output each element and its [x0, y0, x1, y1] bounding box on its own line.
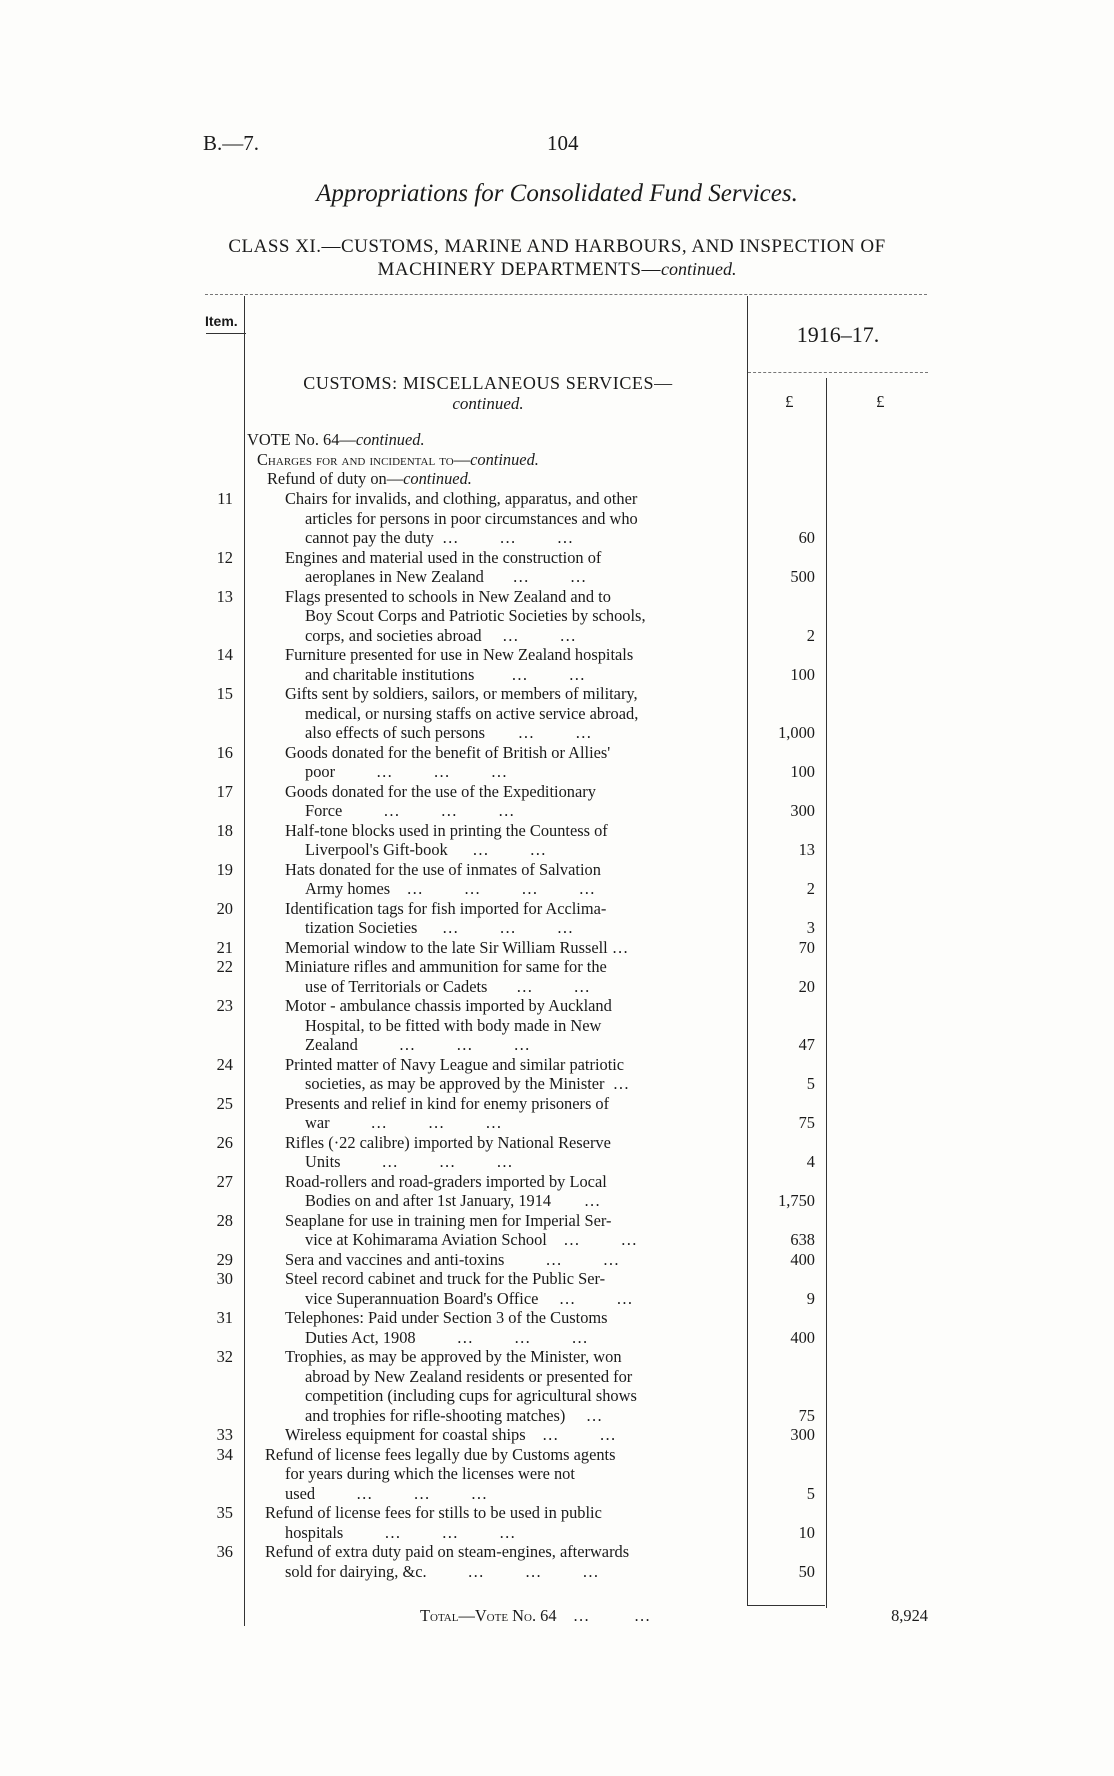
total-label: Total—Vote No. 64 — [420, 1606, 557, 1625]
item-description-text: abroad by New Zealand residents or presented for — [305, 1366, 633, 1386]
item-description-text: Miniature rifles and ammunition for same for the — [285, 957, 607, 976]
item-amount: 1,000 — [778, 723, 815, 742]
dot-leaders: … … … — [335, 762, 508, 781]
item-amount: 13 — [798, 840, 815, 859]
item-description-text: Refund of extra duty paid on steam-engines, afterwards — [265, 1542, 630, 1561]
item-description-line — [285, 899, 740, 919]
refund-heading-continued: continued. — [403, 469, 472, 488]
item-description-text: competition (including cups for agricultural shows — [305, 1386, 637, 1405]
vote-heading-continued: continued. — [355, 430, 425, 449]
page-number: 104 — [547, 131, 579, 155]
item-number: 22 — [216, 957, 233, 976]
item-description-text: Chairs for invalids, and clothing, apparatus, and other — [285, 489, 638, 508]
year-column-header: 1916–17. — [796, 322, 880, 347]
item-description-text: articles for persons in poor circumstances and who — [305, 508, 638, 528]
item-description-line — [305, 977, 740, 997]
item-description-text: and trophies for rifle-shooting matches) — [305, 1405, 566, 1425]
vote-heading — [247, 430, 425, 450]
dot-leaders: … … — [504, 1249, 620, 1269]
item-description-line — [285, 782, 740, 802]
dot-leaders: … … … — [426, 1561, 599, 1581]
item-description-line — [285, 645, 740, 665]
dot-leaders: … … … … — [390, 879, 596, 898]
item-description-text: Printed matter of Navy League and similar patriotic — [285, 1054, 625, 1074]
item-description-text: Goods donated for the use of the Expeditionary — [285, 781, 596, 801]
item-description-line — [305, 1328, 740, 1348]
item-description-text: Duties Act, 1908 — [305, 1327, 416, 1347]
item-description-text: Presents and relief in kind for enemy prisoners of — [285, 1093, 610, 1113]
page-title: Appropriations for Consolidated Fund Services. — [316, 180, 798, 207]
item-description-line — [305, 665, 740, 685]
item-description-text: vice Superannuation Board's Office — [305, 1288, 539, 1308]
dot-leaders: … … … — [417, 918, 574, 937]
item-description-text: Army homes — [305, 879, 391, 898]
item-description-line — [305, 1289, 740, 1309]
item-description-text: and charitable institutions — [305, 664, 475, 684]
item-description-line — [285, 938, 740, 958]
item-description-text: aeroplanes in New Zealand — [305, 567, 484, 586]
item-description-text: hospitals — [285, 1522, 344, 1542]
item-description-line — [285, 1562, 740, 1582]
item-description-line — [305, 626, 740, 646]
item-description-line — [305, 801, 740, 821]
item-description-text: Liverpool's Gift-book — [305, 840, 448, 859]
item-amount: 400 — [790, 1249, 815, 1269]
dot-leaders: … … — [546, 1230, 638, 1249]
item-description-text: Zealand — [305, 1035, 358, 1054]
class-heading-line2-text: MACHINERY DEPARTMENTS— — [377, 259, 661, 280]
item-description-text: Engines and material used in the construction of — [285, 547, 602, 567]
item-header-rule — [206, 333, 246, 334]
item-amount: 50 — [798, 1561, 815, 1581]
item-description-text: Furniture presented for use in New Zealand hospitals — [285, 645, 634, 664]
total-amount: 8,924 — [891, 1606, 928, 1625]
item-amount: 5 — [806, 1074, 815, 1093]
item-description-text: medical, or nursing staffs on active service abroad, — [305, 703, 639, 723]
class-heading-continued: continued. — [660, 259, 737, 279]
item-description-text: societies, as may be approved by the Minister — [305, 1074, 605, 1093]
item-amount: 2 — [806, 879, 815, 898]
item-description-text: use of Territorials or Cadets — [305, 976, 488, 996]
item-description-text: used — [285, 1483, 316, 1503]
item-number: 23 — [216, 996, 233, 1015]
dot-leaders: … … … — [329, 1113, 502, 1132]
section-heading-line1: CUSTOMS: MISCELLANEOUS SERVICES— — [303, 373, 673, 393]
item-description-text: Hospital, to be fitted with body made in New — [305, 1015, 602, 1035]
item-description-text: for years during which the licenses were not — [285, 1464, 575, 1483]
item-amount: 500 — [790, 567, 815, 586]
item-column-header: Item. — [205, 313, 238, 329]
item-number: 15 — [216, 684, 233, 703]
dot-leaders: … … … — [342, 801, 515, 820]
item-number: 32 — [216, 1347, 233, 1366]
dot-leaders: … — [551, 1191, 601, 1210]
item-description-text: Steel record cabinet and truck for the Public Ser- — [285, 1269, 606, 1288]
item-description-line — [285, 1464, 740, 1484]
item-description-text: Flags presented to schools in New Zealand and to — [285, 586, 611, 606]
item-amount: 9 — [806, 1288, 815, 1308]
item-description-line — [265, 1503, 740, 1523]
item-amount: 4 — [806, 1152, 815, 1171]
top-rule — [205, 294, 927, 296]
item-description-text: Motor - ambulance chassis imported by Auckland — [285, 996, 612, 1015]
dot-leaders: … — [604, 1074, 630, 1093]
class-heading-line1: CLASS XI.—CUSTOMS, MARINE AND HARBOURS, AND INSPECTION OF — [228, 236, 886, 257]
item-description-text: Refund of license fees for stills to be used in public — [265, 1503, 602, 1522]
item-description-line — [285, 1133, 740, 1153]
item-description-line — [305, 723, 740, 743]
item-description-text: Units — [305, 1152, 341, 1171]
item-number: 20 — [216, 898, 233, 918]
item-description-line — [285, 1308, 740, 1328]
item-description-line — [305, 567, 740, 587]
item-description-line — [285, 743, 740, 763]
item-number: 18 — [216, 820, 233, 840]
section-heading — [248, 373, 728, 414]
item-description-line — [305, 704, 740, 724]
item-amount: 70 — [798, 937, 815, 957]
item-description-line — [285, 860, 740, 880]
dot-leaders: … … — [447, 840, 547, 859]
item-description-text: Goods donated for the benefit of British or Allies' — [285, 742, 611, 762]
item-description-line — [265, 1445, 740, 1465]
item-number: 33 — [216, 1425, 233, 1444]
item-description-line — [305, 1074, 740, 1094]
item-number: 13 — [216, 586, 233, 606]
item-description-text: vice at Kohimarama Aviation School — [305, 1230, 547, 1249]
item-description-text: Bodies on and after 1st January, 1914 — [305, 1191, 552, 1210]
item-number: 31 — [216, 1308, 233, 1327]
charges-heading-continued: continued. — [470, 450, 539, 469]
dot-leaders: … … — [484, 723, 592, 742]
item-number: 30 — [216, 1269, 233, 1288]
item-description-line — [285, 957, 740, 977]
item-description-line — [305, 918, 740, 938]
item-amount: 400 — [790, 1327, 815, 1347]
item-number: 29 — [216, 1249, 233, 1269]
item-number: 12 — [216, 547, 233, 567]
dot-leaders: … — [565, 1405, 603, 1425]
item-description-text: Memorial window to the late Sir William Russell — [285, 937, 608, 957]
total-row — [420, 1606, 738, 1626]
charges-heading-text: Charges for and incidental to— — [257, 450, 471, 469]
item-description-line — [285, 1484, 740, 1504]
refund-heading-text: Refund of duty on— — [267, 469, 404, 488]
item-description-line — [305, 606, 740, 626]
dot-leaders: … — [607, 937, 629, 957]
charges-heading — [257, 450, 539, 470]
item-amount: 3 — [806, 918, 815, 937]
item-description-line — [305, 528, 740, 548]
item-description-text: tization Societies — [305, 918, 418, 937]
item-amount: 638 — [790, 1230, 815, 1249]
dot-leaders: … … … — [340, 1152, 513, 1171]
item-description-text: poor — [305, 762, 336, 781]
item-description-line — [305, 1386, 740, 1406]
dot-leaders: … … … — [357, 1035, 530, 1054]
item-column-divider — [244, 296, 245, 1626]
item-amount: 20 — [798, 976, 815, 996]
item-description-text: Identification tags for fish imported for Acclima- — [285, 898, 607, 918]
amount-column-right-divider — [826, 378, 827, 1608]
item-description-line — [305, 1406, 740, 1426]
item-number: 34 — [216, 1444, 233, 1464]
class-heading — [130, 236, 984, 281]
item-description-text: Sera and vaccines and anti-toxins — [285, 1249, 505, 1269]
item-description-line — [305, 1016, 740, 1036]
dot-leaders: … … … — [415, 1327, 588, 1347]
item-description-line — [305, 1367, 740, 1387]
item-description-text: war — [305, 1113, 330, 1132]
item-description-line — [285, 1250, 740, 1270]
item-description-line — [285, 1172, 740, 1192]
total-leaders: … … — [560, 1606, 653, 1625]
item-description-line — [285, 1269, 740, 1289]
item-amount: 75 — [798, 1405, 815, 1425]
item-amount: 1,750 — [778, 1191, 815, 1210]
item-description-line — [305, 509, 740, 529]
item-amount: 100 — [790, 664, 815, 684]
item-description-line — [285, 1094, 740, 1114]
item-number: 21 — [216, 937, 233, 957]
item-number: 14 — [216, 645, 233, 664]
item-description-line — [285, 684, 740, 704]
item-description-line — [305, 1113, 740, 1133]
item-number: 27 — [216, 1171, 233, 1191]
item-description-line — [305, 1191, 740, 1211]
item-description-text: Hats donated for the use of inmates of Salvation — [285, 859, 601, 879]
item-amount: 2 — [806, 625, 815, 645]
item-description-text: cannot pay the duty — [305, 528, 434, 547]
dot-leaders: … … — [525, 1425, 616, 1444]
dot-leaders: … … — [538, 1288, 633, 1308]
item-description-line — [285, 548, 740, 568]
vote-heading-text: VOTE No. 64— — [247, 430, 356, 449]
dot-leaders: … … — [474, 664, 585, 684]
item-description-line — [285, 1523, 740, 1543]
item-amount: 47 — [798, 1035, 815, 1054]
item-description-line — [285, 1211, 740, 1231]
item-description-line — [285, 821, 740, 841]
item-description-text: Seaplane for use in training men for Imperial Ser- — [285, 1210, 612, 1230]
item-description-text: corps, and societies abroad — [305, 625, 482, 645]
item-description-line — [285, 1347, 740, 1367]
item-description-line — [285, 1055, 740, 1075]
item-amount: 5 — [806, 1483, 815, 1503]
section-heading-line2 — [248, 393, 728, 414]
pound-symbol-left: £ — [785, 392, 794, 411]
section-heading-continued: continued. — [452, 394, 524, 413]
item-number: 11 — [217, 489, 233, 508]
class-heading-line2 — [130, 258, 984, 281]
item-number: 19 — [216, 859, 233, 879]
dot-leaders: … … — [487, 976, 590, 996]
item-amount: 10 — [798, 1522, 815, 1542]
dot-leaders: … … … — [315, 1483, 488, 1503]
refund-heading — [267, 469, 472, 489]
item-number: 28 — [216, 1210, 233, 1230]
item-amount: 300 — [790, 1425, 815, 1444]
item-description-text: Half-tone blocks used in printing the Countess of — [285, 820, 608, 840]
item-number: 25 — [216, 1093, 233, 1113]
item-description-text: Road-rollers and road-graders imported by Local — [285, 1171, 607, 1191]
pound-symbol-right: £ — [876, 392, 885, 411]
dot-leaders: … … … — [343, 1522, 516, 1542]
item-description-line — [265, 1542, 740, 1562]
item-description-line — [285, 587, 740, 607]
item-description-line — [285, 489, 740, 509]
item-description-text: Trophies, as may be approved by the Minister, won — [285, 1347, 622, 1366]
item-description-text: Refund of license fees legally due by Customs agents — [265, 1444, 616, 1464]
item-description-line — [305, 1152, 740, 1172]
item-number: 36 — [216, 1542, 233, 1561]
item-number: 24 — [216, 1054, 233, 1074]
item-description-line — [305, 1035, 740, 1055]
year-header-rule — [748, 372, 928, 373]
item-number: 17 — [216, 781, 233, 801]
item-description-text: sold for dairying, &c. — [285, 1561, 427, 1581]
item-description-line — [285, 1425, 740, 1445]
item-description-line — [305, 840, 740, 860]
item-number: 35 — [216, 1503, 233, 1522]
dot-leaders: … … — [481, 625, 576, 645]
item-amount: 100 — [790, 762, 815, 781]
item-description-text: Rifles (·22 calibre) imported by National Reserve — [285, 1132, 611, 1152]
dot-leaders: … … … — [433, 528, 574, 547]
item-description-text: Boy Scout Corps and Patriotic Societies by schools, — [305, 606, 646, 625]
item-number: 16 — [216, 742, 233, 762]
item-amount: 75 — [798, 1113, 815, 1132]
document-reference: B.—7. — [203, 131, 260, 155]
item-number: 26 — [216, 1132, 233, 1152]
item-description-line — [305, 1230, 740, 1250]
item-amount: 300 — [790, 801, 815, 820]
item-description-line — [285, 996, 740, 1016]
item-description-text: Gifts sent by soldiers, sailors, or members of military, — [285, 684, 638, 703]
item-description-text: also effects of such persons — [305, 723, 485, 742]
item-amount: 60 — [798, 528, 815, 547]
item-description-text: Force — [305, 801, 343, 820]
item-description-text: Wireless equipment for coastal ships — [285, 1425, 526, 1444]
total-rule — [748, 1605, 825, 1606]
item-description-text: Telephones: Paid under Section 3 of the Customs — [285, 1308, 608, 1327]
item-description-line — [305, 762, 740, 782]
item-description-line — [305, 879, 740, 899]
dot-leaders: … … — [483, 567, 587, 586]
